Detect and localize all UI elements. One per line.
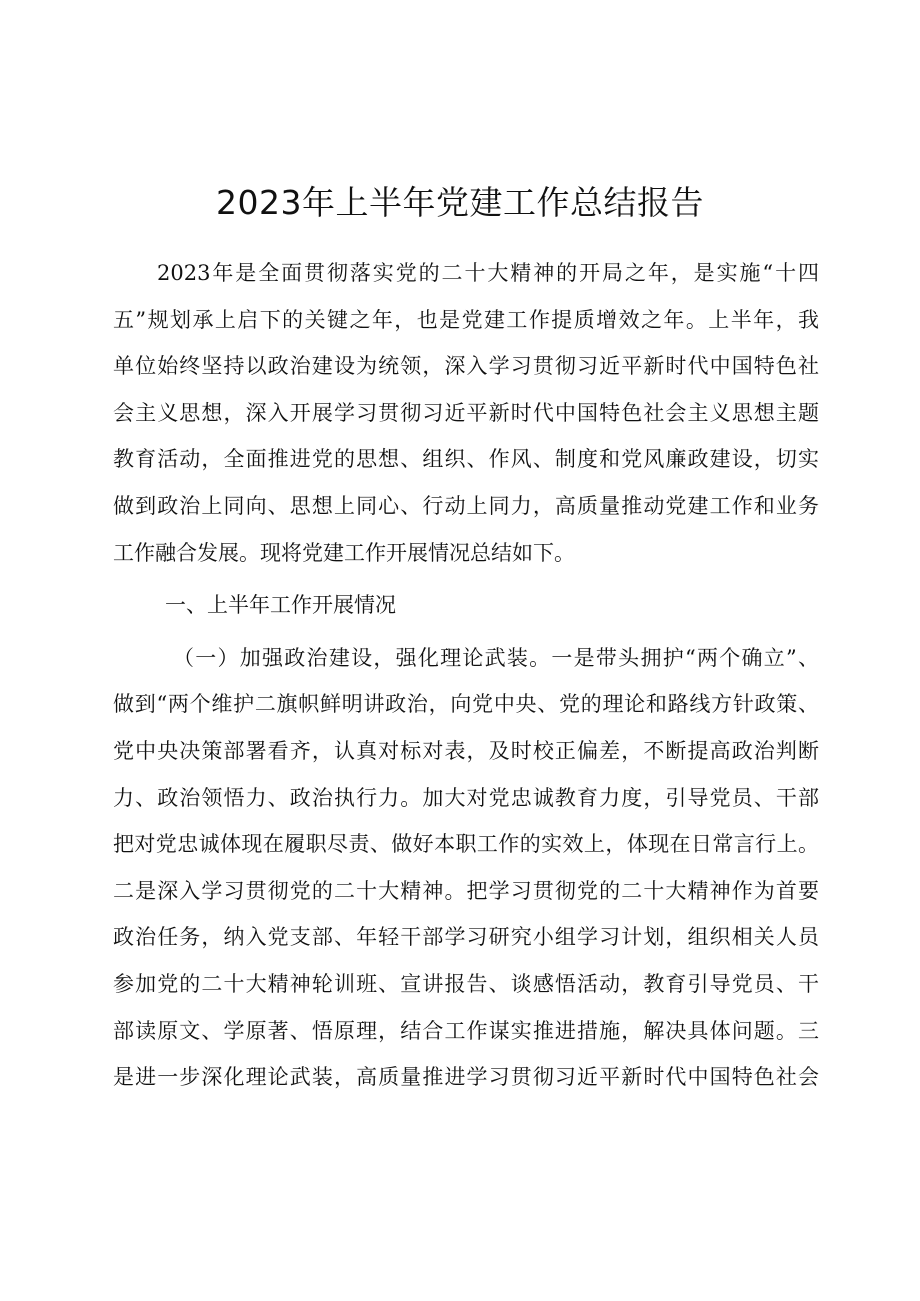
section-line-9: 部读原文、学原著、悟原理，结合工作谋实推进措施，解决具体问题。三 (113, 1018, 819, 1043)
intro-line-2: 五”规划承上启下的关键之年，也是党建工作提质增效之年。上半年，我 (113, 307, 819, 332)
section-line-3: 党中央决策部署看齐，认真对标对表，及时校正偏差，不断提高政治判断 (113, 738, 819, 763)
document-title: 2023年上半年党建工作总结报告 (216, 183, 704, 222)
intro-line-7: 工作融合发展。现将党建工作开展情况总结如下。 (113, 540, 575, 565)
section-line-1: （一）加强政治建设，强化理论武装。一是带头拥护“两个确立”、 (173, 645, 819, 670)
section-line-10: 是进一步深化理论武装，高质量推进学习贯彻习近平新时代中国特色社会 (113, 1065, 819, 1090)
intro-line-4: 会主义思想，深入开展学习贯彻习近平新时代中国特色社会主义思想主题 (113, 400, 819, 425)
section-line-4: 力、政治领悟力、政治执行力。加大对党忠诚教育力度，引导党员、干部 (113, 785, 819, 810)
section-heading: 一、上半年工作开展情况 (165, 593, 396, 618)
document-body (113, 250, 819, 1101)
intro-line-6: 做到政治上同向、思想上同心、行动上同力，高质量推动党建工作和业务 (113, 493, 819, 518)
intro-line-1: 2023年是全面贯彻落实党的二十大精神的开局之年，是实施“十四 (157, 261, 819, 285)
section-line-6: 二是深入学习贯彻党的二十大精神。把学习贯彻党的二十大精神作为首要 (113, 878, 819, 903)
section-line-5: 把对党忠诚体现在履职尽责、做好本职工作的实效上，体现在日常言行上。 (113, 832, 819, 857)
intro-line-3: 单位始终坚持以政治建设为统领，深入学习贯彻习近平新时代中国特色社 (113, 354, 819, 379)
section-line-2: 做到“两个维护二旗帜鲜明讲政治，向党中央、党的理论和路线方针政策、 (113, 692, 819, 717)
section-line-8: 参加党的二十大精神轮训班、宣讲报告、谈感悟活动，教育引导党员、干 (113, 971, 819, 996)
section-line-7: 政治任务，纳入党支部、年轻干部学习研究小组学习计划，组织相关人员 (113, 925, 819, 950)
intro-line-5: 教育活动，全面推进党的思想、组织、作风、制度和党风廉政建设，切实 (113, 447, 819, 472)
